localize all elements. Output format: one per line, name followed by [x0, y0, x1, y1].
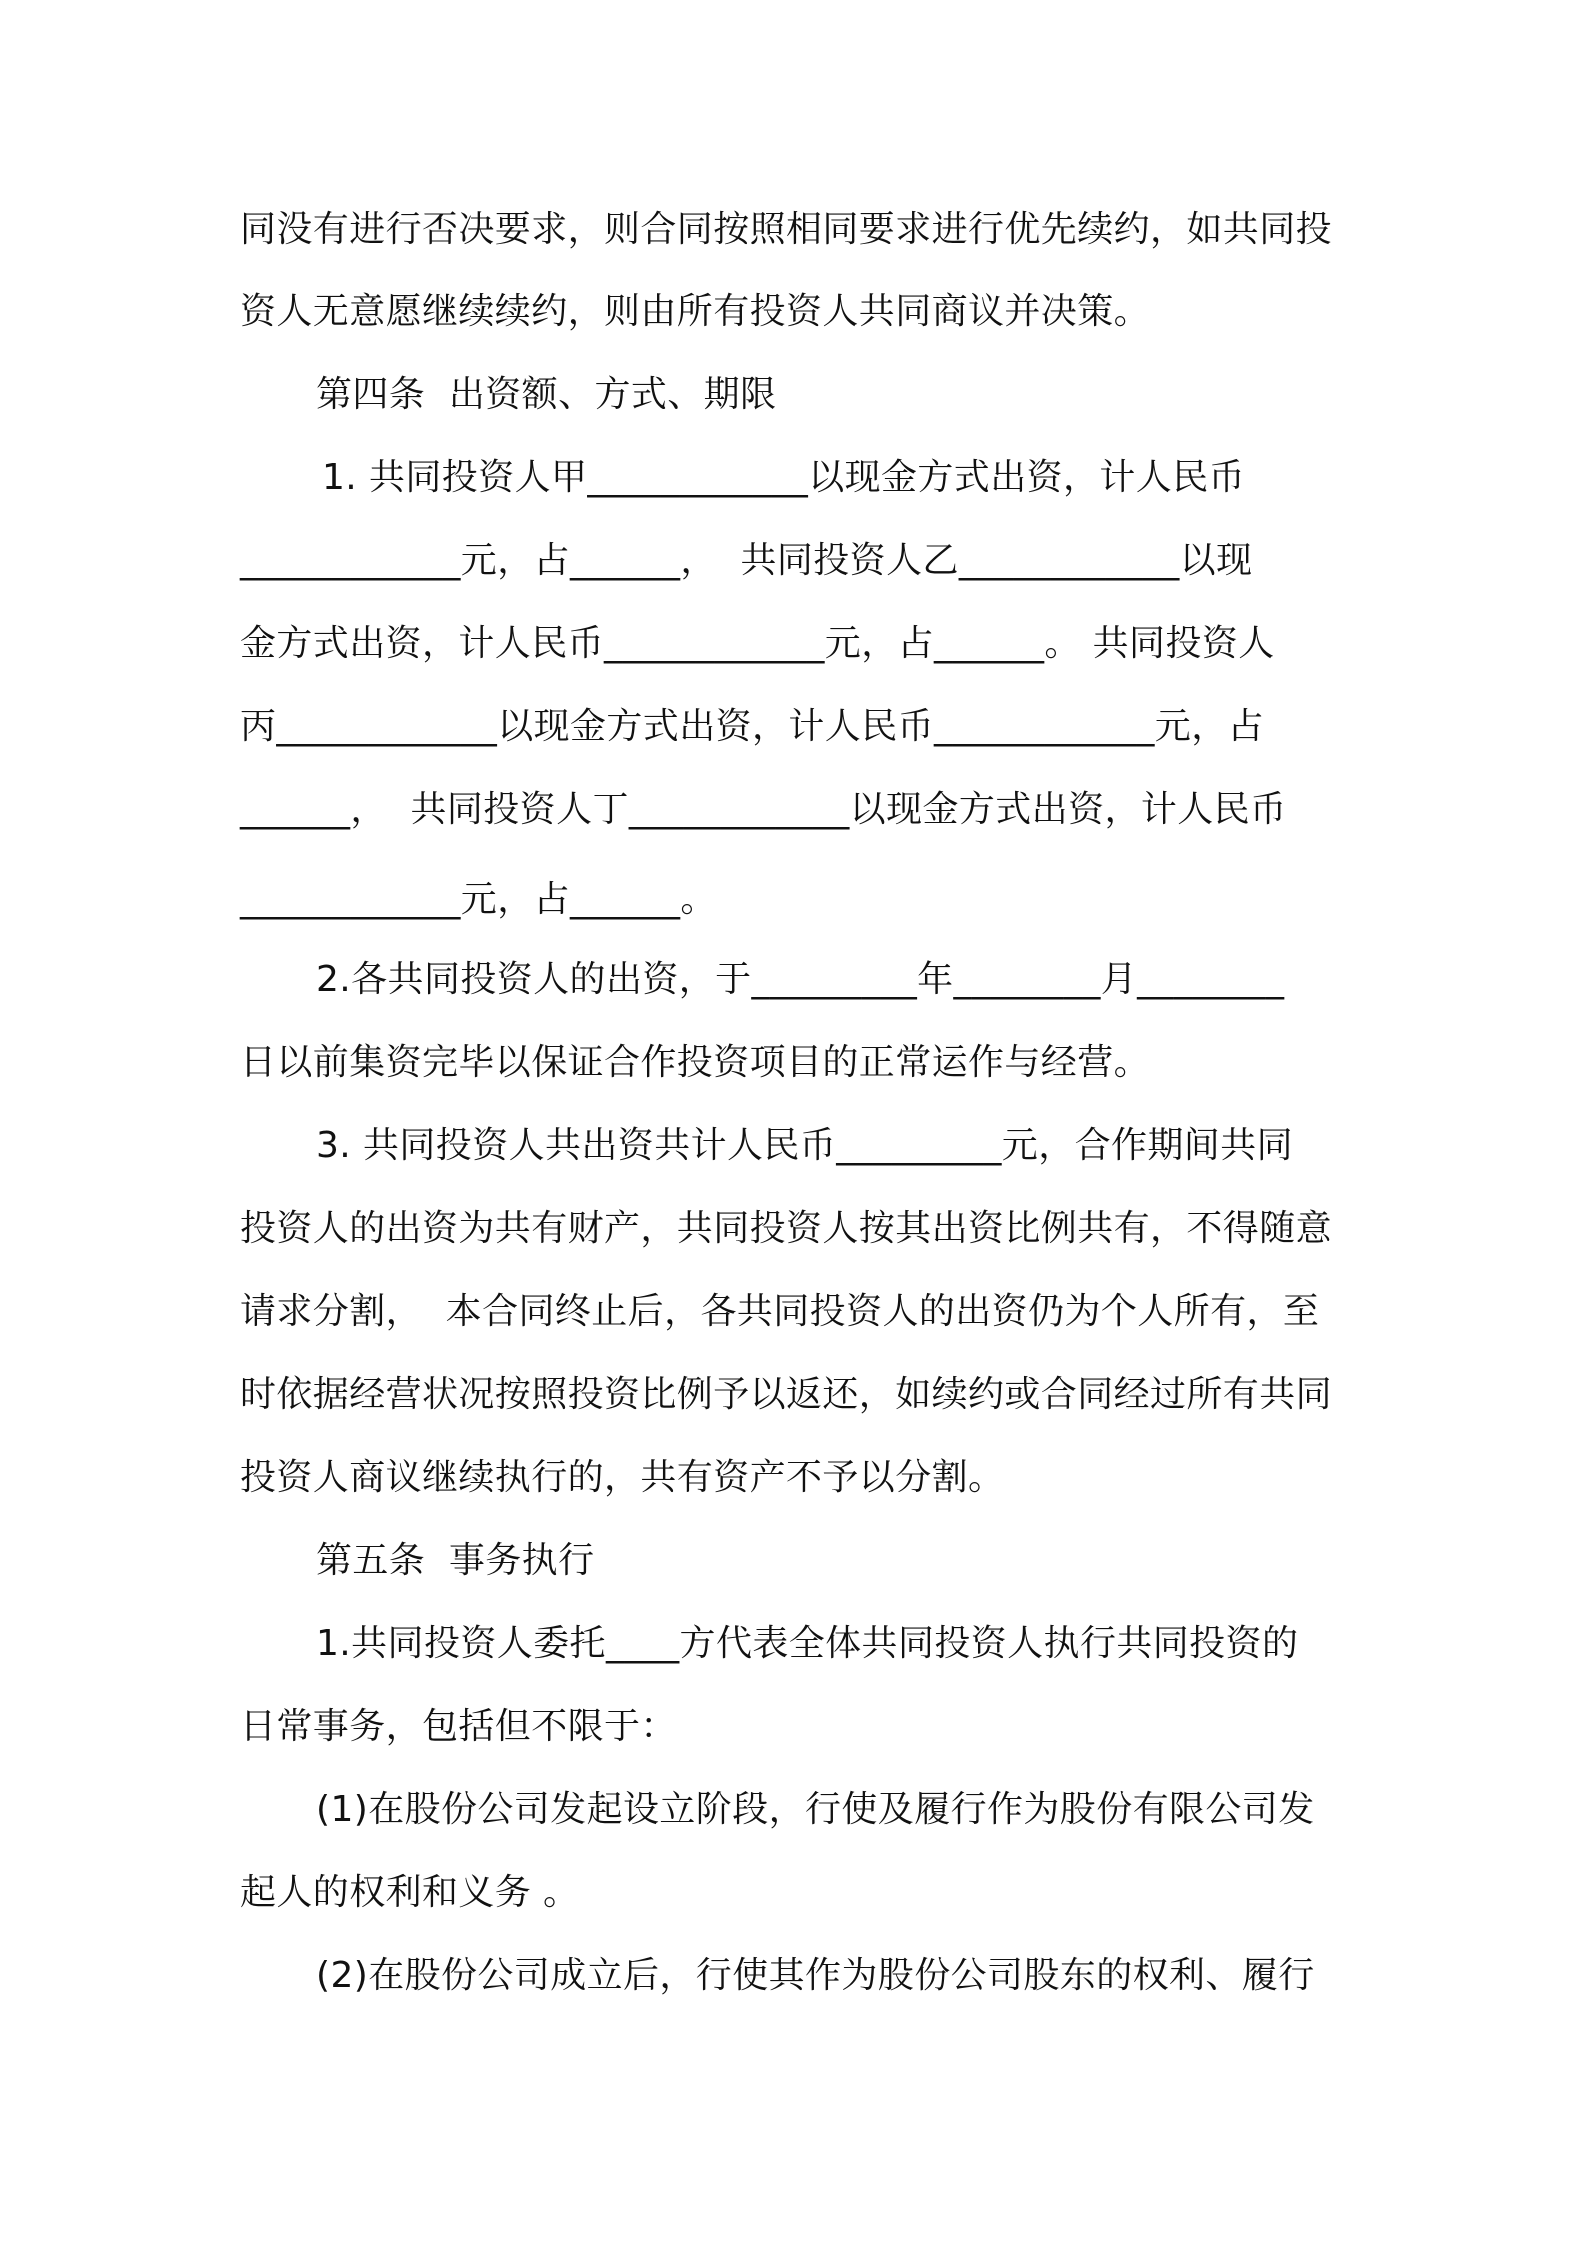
- text-line: 1.共同投资人委托____方代表全体共同投资人执行共同投资的: [316, 1623, 1299, 1664]
- text-line: 2.各共同投资人的出资，于_________年________月________: [316, 959, 1285, 1000]
- text-line: 同没有进行否决要求，则合同按照相同要求进行优先续约，如共同投: [240, 209, 1333, 250]
- text-line: 丙____________以现金方式出资，计人民币____________元，占: [240, 706, 1264, 747]
- text-line: ____________元，占______。: [240, 879, 717, 920]
- section-heading-article-4: 第四条 出资额、方式、期限: [316, 374, 777, 415]
- section-heading-article-5: 第五条 事务执行: [316, 1540, 595, 1581]
- text-line: ______， 共同投资人丁____________以现金方式出资，计人民币: [240, 789, 1287, 830]
- text-line: 时依据经营状况按照投资比例予以返还，如续约或合同经过所有共同: [240, 1374, 1333, 1415]
- text-line: 请求分割， 本合同终止后，各共同投资人的出资仍为个人所有，至: [240, 1291, 1320, 1332]
- text-line: (2)在股份公司成立后，行使其作为股份公司股东的权利、履行: [316, 1955, 1315, 1996]
- text-line: 3. 共同投资人共出资共计人民币_________元，合作期间共同: [316, 1125, 1293, 1166]
- text-line: 金方式出资，计人民币____________元，占______。 共同投资人: [240, 623, 1275, 664]
- text-line: 投资人商议继续执行的，共有资产不予以分割。: [240, 1457, 1005, 1498]
- text-line: 日常事务，包括但不限于：: [240, 1706, 677, 1747]
- text-line: ____________元，占______， 共同投资人乙____________以现: [240, 540, 1253, 581]
- text-line: 投资人的出资为共有财产，共同投资人按其出资比例共有，不得随意: [240, 1208, 1333, 1249]
- text-line: 日以前集资完毕以保证合作投资项目的正常运作与经营。: [240, 1042, 1151, 1083]
- text-line: (1)在股份公司发起设立阶段，行使及履行作为股份有限公司发: [316, 1789, 1315, 1830]
- text-line: 资人无意愿继续续约，则由所有投资人共同商议并决策。: [240, 291, 1151, 332]
- text-line: 起人的权利和义务 。: [240, 1872, 580, 1913]
- text-line: 1. 共同投资人甲____________以现金方式出资，计人民币: [322, 457, 1245, 498]
